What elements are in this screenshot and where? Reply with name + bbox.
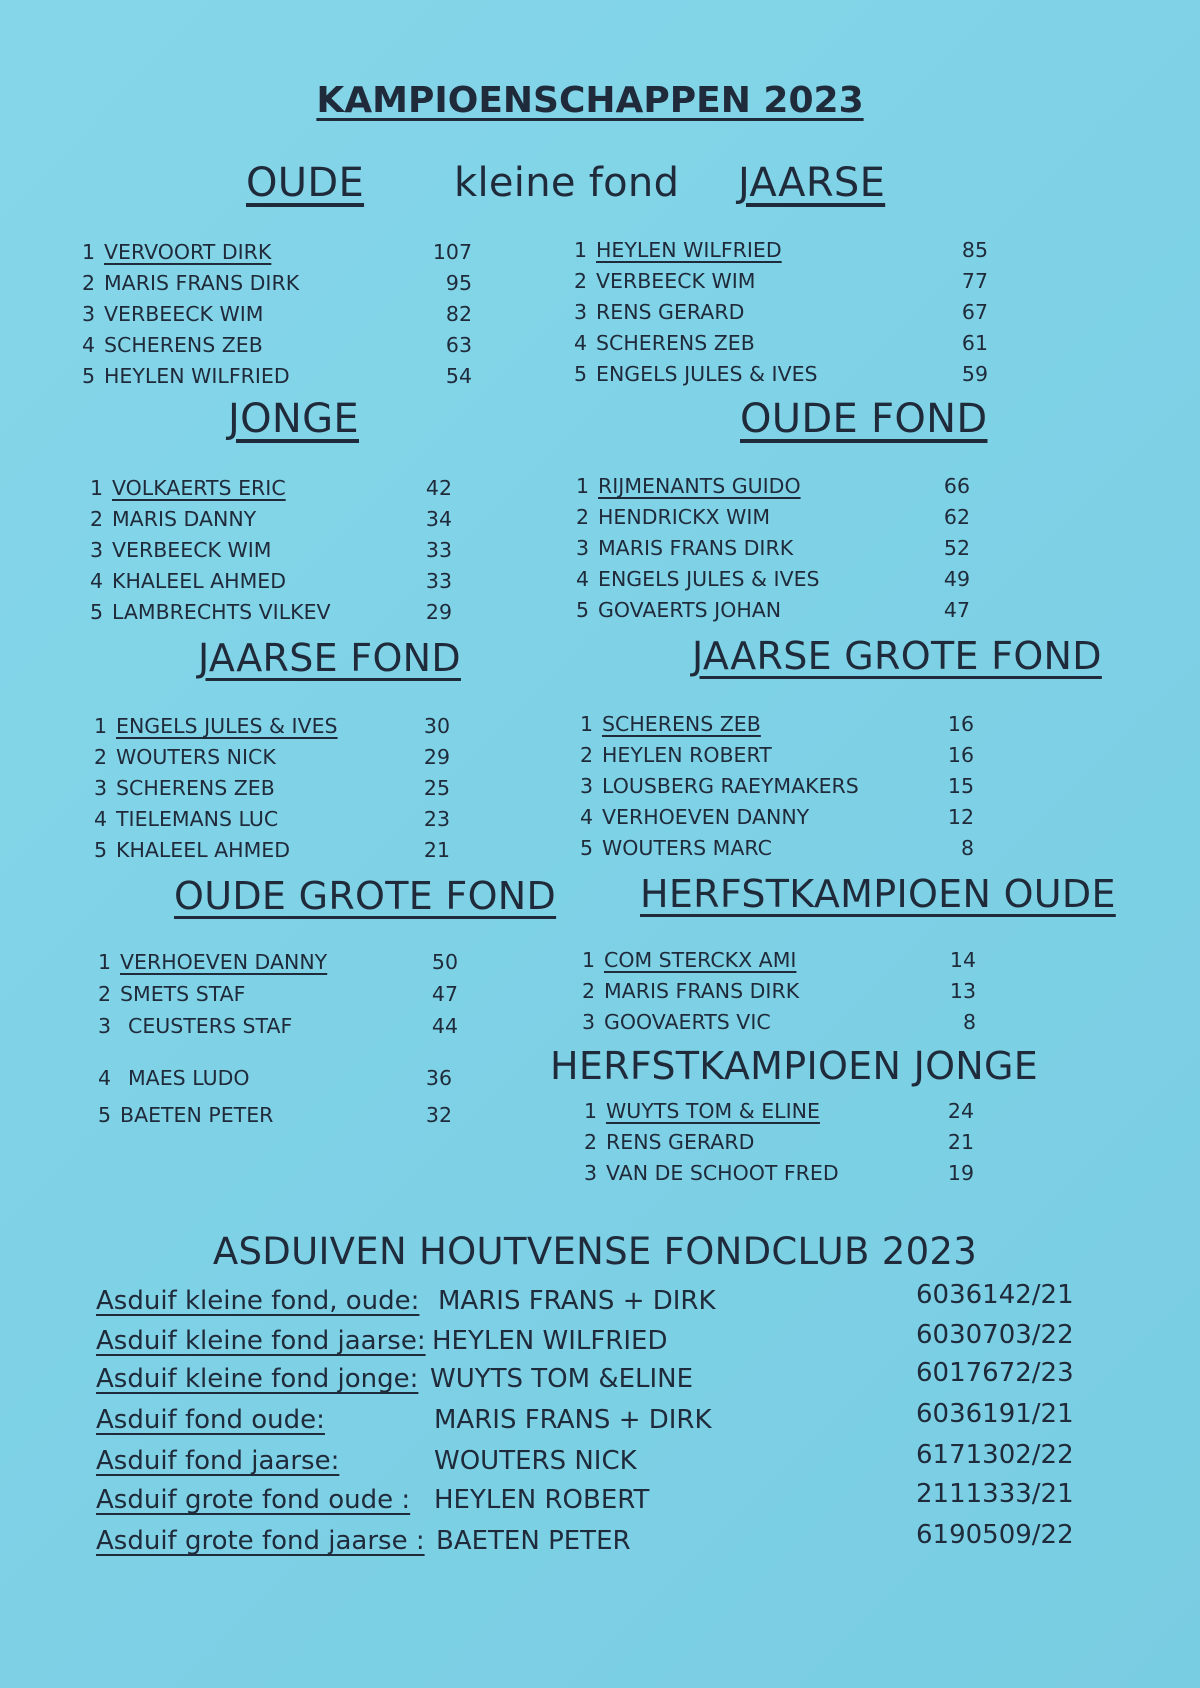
ranking-row — [90, 476, 470, 507]
asduif-ring-number: 6036191/21 — [916, 1399, 1074, 1429]
rank: 1 — [90, 476, 104, 500]
heading-jaarse-fond: JAARSE FOND — [198, 636, 461, 680]
name: KHALEEL AHMED — [112, 569, 287, 593]
rank: 5 — [98, 1103, 112, 1127]
name: MARIS DANNY — [112, 507, 257, 531]
ranking-row — [90, 569, 470, 600]
rank: 2 — [98, 982, 112, 1006]
points: 25 — [423, 776, 450, 800]
rank: 4 — [82, 333, 96, 357]
ranking-row — [576, 536, 1016, 567]
rank: 3 — [98, 1014, 112, 1038]
name: RENS GERARD — [606, 1130, 755, 1154]
ranking-row — [98, 982, 478, 1014]
section-herfst-oude — [582, 948, 1022, 1041]
name: VERVOORT DIRK — [104, 240, 272, 264]
ranking-row — [584, 1161, 1024, 1192]
rank: 1 — [582, 948, 596, 972]
asduif-ring-number: 6030703/22 — [916, 1320, 1074, 1350]
points: 50 — [431, 950, 458, 974]
name: MAES LUDO — [128, 1066, 250, 1090]
points: 63 — [445, 333, 472, 357]
points: 33 — [425, 569, 452, 593]
asduif-winner: MARIS FRANS + DIRK — [438, 1286, 716, 1316]
name: RIJMENANTS GUIDO — [598, 474, 801, 498]
rank: 1 — [94, 714, 108, 738]
name: ENGELS JULES & IVES — [598, 567, 820, 591]
ranking-row — [94, 714, 474, 745]
points: 36 — [425, 1066, 452, 1090]
name: SCHERENS ZEB — [596, 331, 755, 355]
name: HEYLEN WILFRIED — [596, 238, 782, 262]
points: 66 — [943, 474, 970, 498]
name: KHALEEL AHMED — [116, 838, 291, 862]
name: ENGELS JULES & IVES — [596, 362, 818, 386]
points: 44 — [431, 1014, 458, 1038]
name: TIELEMANS LUC — [116, 807, 279, 831]
name: SCHERENS ZEB — [104, 333, 263, 357]
points: 29 — [423, 745, 450, 769]
points: 59 — [961, 362, 988, 386]
asduif-winner: HEYLEN ROBERT — [434, 1485, 650, 1515]
name: VAN DE SCHOOT FRED — [606, 1161, 839, 1185]
rank: 3 — [574, 300, 588, 324]
heading-jaarse-grote-fond: JAARSE GROTE FOND — [692, 634, 1102, 678]
rank: 4 — [90, 569, 104, 593]
asduif-label: Asduif kleine fond, oude: — [96, 1286, 420, 1316]
ranking-row — [584, 1099, 1024, 1130]
rank: 4 — [98, 1066, 112, 1090]
ranking-row — [580, 836, 1020, 867]
name: VERBEECK WIM — [104, 302, 264, 326]
ranking-row — [582, 948, 1022, 979]
points: 8 — [962, 1010, 976, 1034]
asduif-label: Asduif fond oude: — [96, 1405, 325, 1435]
name: HENDRICKX WIM — [598, 505, 771, 529]
name: VOLKAERTS ERIC — [112, 476, 286, 500]
heading-jonge: JONGE — [228, 396, 359, 442]
ranking-row — [574, 300, 1014, 331]
points: 54 — [445, 364, 472, 388]
rank: 3 — [82, 302, 96, 326]
name: VERHOEVEN DANNY — [602, 805, 810, 829]
ranking-row — [582, 979, 1022, 1010]
ranking-row — [580, 743, 1020, 774]
rank: 3 — [582, 1010, 596, 1034]
ranking-row — [82, 333, 472, 364]
ranking-row — [574, 362, 1014, 393]
points: 29 — [425, 600, 452, 624]
rank: 2 — [580, 743, 594, 767]
heading-jaarse: JAARSE — [738, 160, 886, 206]
asduif-label: Asduif grote fond jaarse : — [96, 1526, 425, 1556]
asduif-label: Asduif kleine fond jonge: — [96, 1364, 419, 1394]
ranking-row — [584, 1130, 1024, 1161]
asduif-winner: MARIS FRANS + DIRK — [434, 1405, 712, 1435]
name: SCHERENS ZEB — [116, 776, 275, 800]
page-title: KAMPIOENSCHAPPEN 2023 — [316, 80, 864, 121]
asduif-ring-number: 6036142/21 — [916, 1280, 1074, 1310]
asduif-row — [96, 1520, 1096, 1564]
rank: 3 — [90, 538, 104, 562]
name: SMETS STAF — [120, 982, 246, 1006]
asduif-winner: WOUTERS NICK — [434, 1446, 637, 1476]
asduif-ring-number: 6017672/23 — [916, 1358, 1074, 1388]
ranking-row — [98, 1014, 478, 1066]
rank: 5 — [94, 838, 108, 862]
rank: 4 — [94, 807, 108, 831]
points: 52 — [943, 536, 970, 560]
asduif-winner: BAETEN PETER — [436, 1526, 631, 1556]
points: 32 — [425, 1103, 452, 1127]
rank: 5 — [576, 598, 590, 622]
rank: 1 — [98, 950, 112, 974]
name: WUYTS TOM & ELINE — [606, 1099, 820, 1123]
points: 47 — [431, 982, 458, 1006]
name: GOOVAERTS VIC — [604, 1010, 771, 1034]
points: 16 — [947, 712, 974, 736]
heading-herfst-oude: HERFSTKAMPIOEN OUDE — [640, 872, 1116, 916]
ranking-row — [94, 776, 474, 807]
ranking-row — [82, 240, 472, 271]
ranking-row — [98, 1066, 478, 1103]
heading-herfst-jonge: HERFSTKAMPIOEN JONGE — [550, 1044, 1039, 1088]
asduif-ring-number: 6171302/22 — [916, 1440, 1074, 1470]
name: MARIS FRANS DIRK — [604, 979, 800, 1003]
rank: 4 — [574, 331, 588, 355]
points: 62 — [943, 505, 970, 529]
asduif-label: Asduif fond jaarse: — [96, 1446, 340, 1476]
name: HEYLEN WILFRIED — [104, 364, 290, 388]
ranking-row — [582, 1010, 1022, 1041]
rank: 3 — [580, 774, 594, 798]
rank: 4 — [580, 805, 594, 829]
points: 12 — [947, 805, 974, 829]
rank: 2 — [574, 269, 588, 293]
name: ENGELS JULES & IVES — [116, 714, 338, 738]
section-jaarse-fond — [94, 714, 474, 869]
asduif-label: Asduif kleine fond jaarse: — [96, 1326, 426, 1356]
ranking-row — [574, 269, 1014, 300]
section-jaarse-grote-fond — [580, 712, 1020, 867]
points: 15 — [947, 774, 974, 798]
name: COM STERCKX AMI — [604, 948, 797, 972]
asduif-row — [96, 1358, 1096, 1402]
asduif-ring-number: 6190509/22 — [916, 1520, 1074, 1550]
rank: 2 — [94, 745, 108, 769]
points: 107 — [432, 240, 472, 264]
points: 82 — [445, 302, 472, 326]
asduif-row — [96, 1280, 1096, 1324]
ranking-row — [90, 538, 470, 569]
name: CEUSTERS STAF — [128, 1014, 293, 1038]
ranking-row — [94, 838, 474, 869]
name: HEYLEN ROBERT — [602, 743, 772, 767]
name: WOUTERS NICK — [116, 745, 276, 769]
rank: 3 — [94, 776, 108, 800]
heading-oude-fond: OUDE FOND — [740, 396, 988, 442]
name: LOUSBERG RAEYMAKERS — [602, 774, 859, 798]
rank: 2 — [82, 271, 96, 295]
name: LAMBRECHTS VILKEV — [112, 600, 331, 624]
points: 30 — [423, 714, 450, 738]
ranking-row — [580, 774, 1020, 805]
ranking-row — [98, 1103, 478, 1134]
points: 21 — [947, 1130, 974, 1154]
heading-kleine-fond: kleine fond — [454, 160, 680, 206]
points: 24 — [947, 1099, 974, 1123]
ranking-row — [90, 600, 470, 631]
asduif-row — [96, 1479, 1096, 1523]
section-oude-fond — [576, 474, 1016, 629]
rank: 2 — [582, 979, 596, 1003]
ranking-row — [98, 950, 478, 982]
ranking-row — [94, 807, 474, 838]
section-jonge — [90, 476, 470, 631]
points: 16 — [947, 743, 974, 767]
rank: 5 — [82, 364, 96, 388]
name: VERBEECK WIM — [596, 269, 756, 293]
name: WOUTERS MARC — [602, 836, 772, 860]
points: 47 — [943, 598, 970, 622]
points: 49 — [943, 567, 970, 591]
ranking-row — [574, 331, 1014, 362]
points: 95 — [445, 271, 472, 295]
ranking-row — [576, 567, 1016, 598]
points: 23 — [423, 807, 450, 831]
points: 19 — [947, 1161, 974, 1185]
section-oude-grote-fond — [98, 950, 478, 1134]
rank: 5 — [580, 836, 594, 860]
name: BAETEN PETER — [120, 1103, 274, 1127]
name: MARIS FRANS DIRK — [598, 536, 794, 560]
rank: 3 — [584, 1161, 598, 1185]
asduif-winner: WUYTS TOM &ELINE — [430, 1364, 694, 1394]
ranking-row — [576, 474, 1016, 505]
points: 85 — [961, 238, 988, 262]
asduif-label: Asduif grote fond oude : — [96, 1485, 411, 1515]
asduif-ring-number: 2111333/21 — [916, 1479, 1074, 1509]
ranking-row — [94, 745, 474, 776]
rank: 2 — [584, 1130, 598, 1154]
name: SCHERENS ZEB — [602, 712, 761, 736]
points: 34 — [425, 507, 452, 531]
points: 13 — [949, 979, 976, 1003]
rank: 5 — [574, 362, 588, 386]
rank: 3 — [576, 536, 590, 560]
rank: 2 — [576, 505, 590, 529]
ranking-row — [576, 598, 1016, 629]
ranking-row — [580, 805, 1020, 836]
rank: 1 — [580, 712, 594, 736]
name: VERBEECK WIM — [112, 538, 272, 562]
name: MARIS FRANS DIRK — [104, 271, 300, 295]
rank: 1 — [574, 238, 588, 262]
asduif-row — [96, 1399, 1096, 1443]
rank: 2 — [90, 507, 104, 531]
points: 67 — [961, 300, 988, 324]
section-jaarse — [574, 238, 1014, 393]
ranking-row — [82, 364, 472, 395]
points: 21 — [423, 838, 450, 862]
points: 33 — [425, 538, 452, 562]
asduif-winner: HEYLEN WILFRIED — [432, 1326, 668, 1356]
points: 61 — [961, 331, 988, 355]
name: VERHOEVEN DANNY — [120, 950, 328, 974]
ranking-row — [580, 712, 1020, 743]
points: 42 — [425, 476, 452, 500]
ranking-row — [576, 505, 1016, 536]
ranking-row — [82, 302, 472, 333]
ranking-row — [90, 507, 470, 538]
asduiven-title: ASDUIVEN HOUTVENSE FONDCLUB 2023 — [212, 1230, 978, 1273]
rank: 4 — [576, 567, 590, 591]
rank: 1 — [576, 474, 590, 498]
section-herfst-jonge — [584, 1099, 1024, 1192]
ranking-row — [574, 238, 1014, 269]
heading-oude-grote-fond: OUDE GROTE FOND — [174, 874, 557, 918]
name: RENS GERARD — [596, 300, 745, 324]
rank: 5 — [90, 600, 104, 624]
points: 8 — [960, 836, 974, 860]
ranking-row — [82, 271, 472, 302]
rank: 1 — [82, 240, 96, 264]
points: 77 — [961, 269, 988, 293]
rank: 1 — [584, 1099, 598, 1123]
points: 14 — [949, 948, 976, 972]
section-oude — [82, 240, 472, 395]
name: GOVAERTS JOHAN — [598, 598, 782, 622]
heading-oude: OUDE — [246, 160, 365, 206]
